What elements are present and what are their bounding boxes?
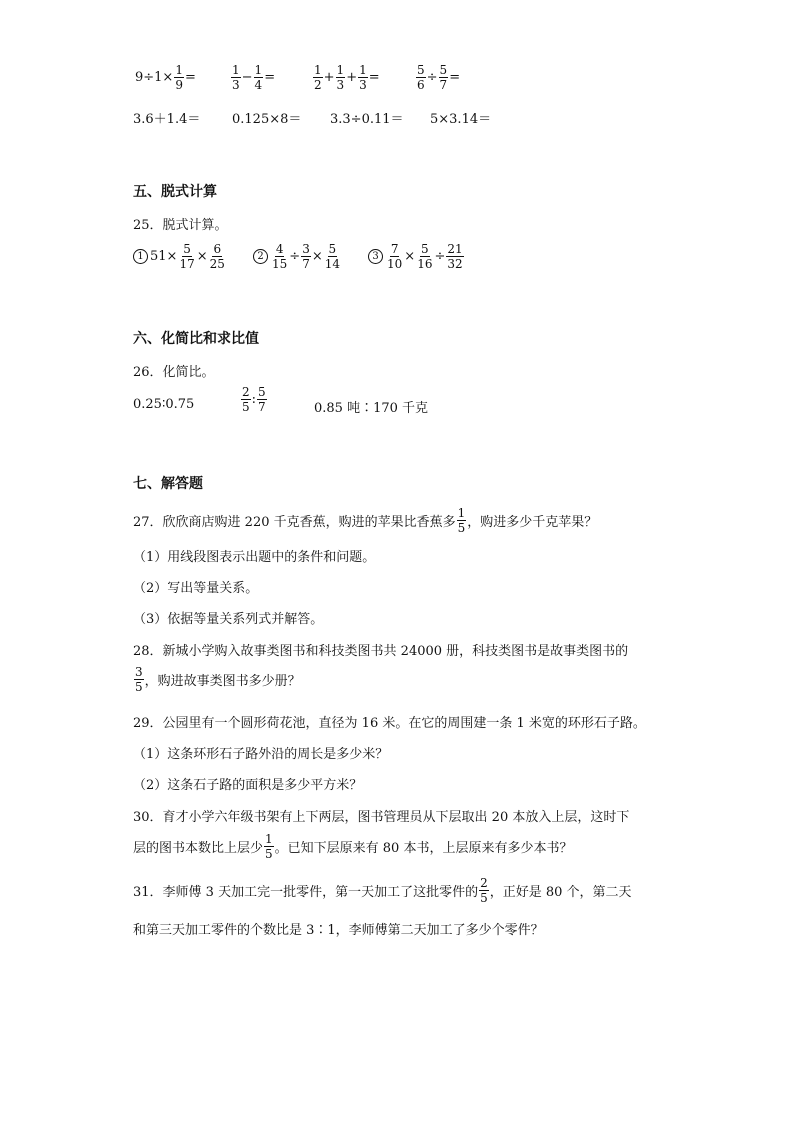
- circled-number: 1: [133, 249, 148, 264]
- section-title-7: 七、解答题: [133, 476, 203, 492]
- fraction: $\frac{7}{10}$: [387, 242, 403, 271]
- fraction: $\frac{1}{9}$: [175, 63, 183, 92]
- question-30-line-2: 层的图书本数比上层少 $\frac{1}{5}$ 。已知下层原来有 80 本书，上层原来有多少本书？: [133, 832, 573, 861]
- fraction: $\frac{5}{17}$: [179, 242, 195, 271]
- operator: ×: [404, 249, 416, 264]
- question-27: 27．欣欣商店购进 220 千克香蕉，购进的苹果比香蕉多 $\frac{1}{5}$ ，购进多少千克苹果？: [133, 506, 598, 535]
- expr-text: 51×: [150, 249, 178, 264]
- ratio-colon: :: [251, 392, 257, 407]
- section-title-6: 六、化简比和求比值: [133, 331, 259, 347]
- fraction: $\frac{1}{3}$: [336, 63, 345, 92]
- operator: ÷: [434, 249, 446, 264]
- ratio-item-3: 0.85 吨∶170 千克: [314, 401, 429, 416]
- ratio-item-2: [240, 386, 268, 413]
- oral-expr-4: [415, 64, 460, 91]
- question-30-line-1: 30．育才小学六年级书架有上下两层，图书管理员从下层取出 20 本放入上层，这时下: [133, 810, 630, 825]
- fraction: $\frac{21}{32}$: [447, 242, 463, 271]
- fraction: $\frac{5}{14}$: [324, 242, 341, 271]
- oral-expr-7: 3.3÷0.11＝: [330, 112, 404, 127]
- calc-item-3: [368, 243, 465, 270]
- fraction: $\frac{4}{15}$: [272, 242, 288, 271]
- operator: ×: [311, 249, 323, 264]
- operator: ×: [196, 249, 208, 264]
- equals-sign: =: [449, 70, 461, 85]
- calc-item-1: [133, 243, 227, 270]
- oral-expr-3: [312, 64, 380, 91]
- question-28-line-1: 28．新城小学购入故事类图书和科技类图书共 24000 册，科技类图书是故事类图书的: [133, 644, 629, 659]
- operator: ÷: [426, 70, 438, 85]
- fraction: $\frac{2}{5}$: [242, 385, 250, 414]
- fraction: $\frac{6}{25}$: [209, 242, 225, 271]
- question-25: 25．脱式计算。: [133, 218, 228, 233]
- fraction: $\frac{5}{6}$: [417, 63, 425, 92]
- oral-expr-8: 5×3.14＝: [430, 112, 492, 127]
- fraction: $\frac{1}{5}$: [457, 506, 466, 535]
- question-31-line-1: 31．李师傅 3 天加工完一批零件，第一天加工了这批零件的 $\frac{2}{5}$ ，正好是 80 个，第二天: [133, 876, 632, 905]
- question-28-line-2: $\frac{3}{5}$ ，购进故事类图书多少册？: [135, 665, 301, 694]
- equals-sign: =: [264, 70, 276, 85]
- question-27-part-1: （1）用线段图表示出题中的条件和问题。: [133, 550, 376, 565]
- question-29-part-1: （1）这条环形石子路外沿的周长是多少米？: [133, 747, 389, 762]
- question-27-part-2: （2）写出等量关系。: [133, 581, 259, 596]
- fraction: $\frac{3}{7}$: [302, 242, 310, 271]
- operator: ÷: [289, 249, 301, 264]
- oral-expr-6: 0.125×8＝: [232, 112, 302, 127]
- oral-expr-5: 3.6＋1.4＝: [133, 112, 201, 127]
- fraction: $\frac{1}{3}$: [232, 63, 240, 92]
- question-26: 26．化简比。: [133, 365, 215, 380]
- calc-item-2: [253, 243, 342, 270]
- operator: +: [346, 70, 358, 85]
- fraction: $\frac{2}{5}$: [480, 876, 488, 905]
- fraction: $\frac{1}{3}$: [359, 63, 367, 92]
- question-29-part-2: （2）这条石子路的面积是多少平方米？: [133, 778, 363, 793]
- equals-sign: =: [184, 70, 196, 85]
- circled-number: 2: [253, 249, 268, 264]
- question-31-line-2: 和第三天加工零件的个数比是 3∶1，李师傅第二天加工了多少个零件？: [133, 923, 544, 938]
- fraction: $\frac{1}{5}$: [265, 832, 273, 861]
- ratio-item-1: 0.25∶0.75: [133, 397, 195, 412]
- expr-text: 9÷1×: [135, 70, 174, 85]
- oral-expr-1: [135, 64, 196, 91]
- oral-expr-2: [230, 64, 275, 91]
- fraction: $\frac{3}{5}$: [135, 665, 143, 694]
- fraction: $\frac{5}{7}$: [439, 63, 448, 92]
- question-29: 29．公园里有一个圆形荷花池，直径为 16 米。在它的周围建一条 1 米宽的环形石子路。: [133, 716, 646, 731]
- operator: +: [323, 70, 335, 85]
- section-title-5: 五、脱式计算: [133, 184, 217, 200]
- equals-sign: =: [368, 70, 380, 85]
- fraction: $\frac{5}{16}$: [417, 242, 433, 271]
- fraction: $\frac{1}{4}$: [254, 63, 263, 92]
- circled-number: 3: [368, 249, 383, 264]
- fraction: $\frac{5}{7}$: [258, 385, 266, 414]
- operator: −: [241, 70, 253, 85]
- fraction: $\frac{1}{2}$: [314, 63, 322, 92]
- question-27-part-3: （3）依据等量关系列式并解答。: [133, 612, 324, 627]
